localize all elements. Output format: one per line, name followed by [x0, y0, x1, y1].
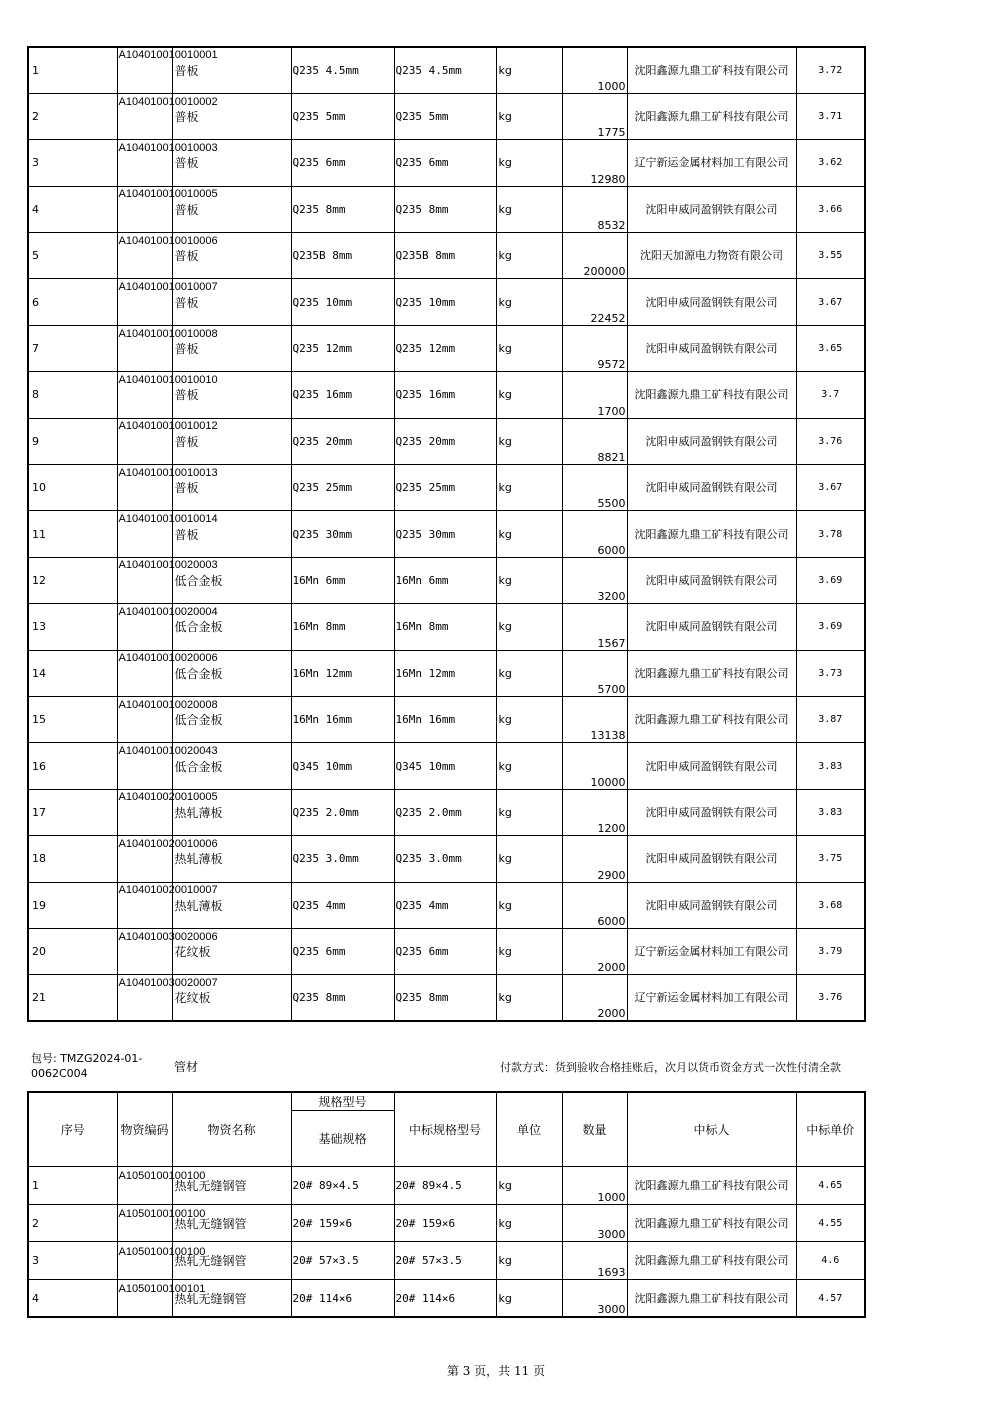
- table-row: [28, 696, 865, 742]
- quantity: 1775: [562, 93, 627, 139]
- table-row: [28, 836, 865, 882]
- bid-spec: Q235 16mm: [394, 372, 496, 418]
- bid-spec: Q235 8mm: [394, 975, 496, 1021]
- page-footer: 第 3 页，共 11 页: [446, 1364, 546, 1378]
- quantity: 3200: [562, 557, 627, 603]
- winning-bidder: 沈阳申威同盈钢铁有限公司: [627, 557, 796, 603]
- material-code-text: A1050100100101: [118, 1283, 206, 1296]
- material-name: 普板: [172, 140, 291, 186]
- winning-bidder: 辽宁新运金属材料加工有限公司: [627, 140, 796, 186]
- bid-spec: Q235 6mm: [394, 140, 496, 186]
- unit: kg: [496, 696, 562, 742]
- material-name: 低合金板: [172, 743, 291, 789]
- winning-bidder: 沈阳申威同盈钢铁有限公司: [627, 604, 796, 650]
- material-code-text: A1050100100100: [118, 1208, 206, 1221]
- winning-bidder: 沈阳申威同盈钢铁有限公司: [627, 186, 796, 232]
- unit: kg: [496, 928, 562, 974]
- base-spec: Q345 10mm: [291, 743, 394, 789]
- base-spec: Q235 10mm: [291, 279, 394, 325]
- material-name: 热轧薄板: [172, 836, 291, 882]
- award-table-pipes: [27, 1091, 866, 1318]
- material-name: 普板: [172, 418, 291, 464]
- bid-spec: Q235 30mm: [394, 511, 496, 557]
- bid-spec: 20# 89×4.5: [394, 1167, 496, 1205]
- base-spec: 20# 114×6: [291, 1280, 394, 1318]
- table-row: [28, 1242, 865, 1280]
- material-code-text: A104010030020007: [118, 976, 218, 989]
- material-name: 热轧无缝钢管: [172, 1204, 291, 1242]
- unit: kg: [496, 233, 562, 279]
- winning-bidder: 辽宁新运金属材料加工有限公司: [627, 975, 796, 1021]
- material-code-text: A104010010010003: [118, 141, 218, 154]
- winning-bidder: 沈阳申威同盈钢铁有限公司: [627, 418, 796, 464]
- unit-price: 3.67: [796, 465, 865, 511]
- bid-spec: Q235 25mm: [394, 465, 496, 511]
- unit: kg: [496, 186, 562, 232]
- unit-price: 4.6: [796, 1242, 865, 1280]
- winning-bidder: 沈阳鑫源九鼎工矿科技有限公司: [627, 372, 796, 418]
- material-name: 花纹板: [172, 975, 291, 1021]
- material-name: 普板: [172, 511, 291, 557]
- quantity: 8821: [562, 418, 627, 464]
- unit-price: 4.55: [796, 1204, 865, 1242]
- table-row: [28, 604, 865, 650]
- header-winner: 中标人: [627, 1092, 796, 1167]
- base-spec: Q235 2.0mm: [291, 789, 394, 835]
- winning-bidder: 沈阳鑫源九鼎工矿科技有限公司: [627, 93, 796, 139]
- header-no: 序号: [28, 1092, 117, 1167]
- bid-spec: Q235 5mm: [394, 93, 496, 139]
- header-price: 中标单价: [796, 1092, 865, 1167]
- unit: kg: [496, 836, 562, 882]
- unit: kg: [496, 743, 562, 789]
- base-spec: Q235 16mm: [291, 372, 394, 418]
- winning-bidder: 沈阳天加源电力物资有限公司: [627, 233, 796, 279]
- unit: kg: [496, 1167, 562, 1205]
- material-code-text: A104010030020006: [118, 930, 218, 943]
- package-number: 包号: TMZG2024-01-0062C004: [31, 1052, 143, 1080]
- unit-price: 4.65: [796, 1167, 865, 1205]
- unit: kg: [496, 140, 562, 186]
- bid-spec: Q235 12mm: [394, 325, 496, 371]
- unit: kg: [496, 418, 562, 464]
- table-row: [28, 650, 865, 696]
- table-row: [28, 882, 865, 928]
- quantity: 5500: [562, 465, 627, 511]
- table-row: [28, 465, 865, 511]
- unit: kg: [496, 325, 562, 371]
- base-spec: Q235 3.0mm: [291, 836, 394, 882]
- unit-price: 3.79: [796, 928, 865, 974]
- material-code-text: A104010020010005: [118, 791, 218, 804]
- row-number: 20: [28, 928, 117, 974]
- winning-bidder: 沈阳申威同盈钢铁有限公司: [627, 325, 796, 371]
- material-name: 普板: [172, 465, 291, 511]
- material-code-text: A104010010010014: [118, 513, 218, 526]
- base-spec: Q235 8mm: [291, 975, 394, 1021]
- table-row: [28, 279, 865, 325]
- winning-bidder: 沈阳鑫源九鼎工矿科技有限公司: [627, 650, 796, 696]
- bid-spec: 16Mn 12mm: [394, 650, 496, 696]
- material-code: [117, 1167, 206, 1205]
- row-number: 7: [28, 325, 117, 371]
- bid-spec: Q235 10mm: [394, 279, 496, 325]
- table-row: [28, 233, 865, 279]
- quantity: 5700: [562, 650, 627, 696]
- unit: kg: [496, 372, 562, 418]
- unit: kg: [496, 975, 562, 1021]
- base-spec: 20# 89×4.5: [291, 1167, 394, 1205]
- material-code-text: A104010010010013: [118, 466, 218, 479]
- table-row: [28, 1167, 865, 1205]
- bid-spec: 20# 57×3.5: [394, 1242, 496, 1280]
- unit: kg: [496, 47, 562, 93]
- base-spec: Q235B 8mm: [291, 233, 394, 279]
- material-code-text: A104010020010006: [118, 837, 218, 850]
- material-name: 热轧无缝钢管: [172, 1167, 291, 1205]
- base-spec: Q235 6mm: [291, 140, 394, 186]
- unit-price: 3.65: [796, 325, 865, 371]
- header-bid-spec: 中标规格型号: [394, 1092, 496, 1167]
- bid-spec: Q235 4mm: [394, 882, 496, 928]
- unit-price: 3.78: [796, 511, 865, 557]
- base-spec: 16Mn 8mm: [291, 604, 394, 650]
- base-spec: Q235 4mm: [291, 882, 394, 928]
- bid-spec: Q235 6mm: [394, 928, 496, 974]
- row-number: 1: [28, 1167, 117, 1205]
- header-spec-group: 规格型号: [291, 1092, 394, 1111]
- material-code-text: A104010010020006: [118, 652, 218, 665]
- unit-price: 3.75: [796, 836, 865, 882]
- material-code-text: A104010010020008: [118, 698, 218, 711]
- unit: kg: [496, 604, 562, 650]
- row-number: 11: [28, 511, 117, 557]
- winning-bidder: 辽宁新运金属材料加工有限公司: [627, 928, 796, 974]
- base-spec: Q235 12mm: [291, 325, 394, 371]
- base-spec: 16Mn 12mm: [291, 650, 394, 696]
- material-code-text: A1050100100100: [118, 1170, 206, 1183]
- quantity: 22452: [562, 279, 627, 325]
- winning-bidder: 沈阳鑫源九鼎工矿科技有限公司: [627, 511, 796, 557]
- bid-spec: Q235 4.5mm: [394, 47, 496, 93]
- header-code: 物资编码: [117, 1092, 172, 1167]
- quantity: 2900: [562, 836, 627, 882]
- row-number: 18: [28, 836, 117, 882]
- unit-price: 3.83: [796, 743, 865, 789]
- row-number: 15: [28, 696, 117, 742]
- quantity: 6000: [562, 511, 627, 557]
- table-row: [28, 372, 865, 418]
- table-row: [28, 1204, 865, 1242]
- material-code-text: A104010010010006: [118, 234, 218, 247]
- winning-bidder: 沈阳申威同盈钢铁有限公司: [627, 882, 796, 928]
- table-row: [28, 47, 865, 93]
- base-spec: Q235 4.5mm: [291, 47, 394, 93]
- winning-bidder: 沈阳申威同盈钢铁有限公司: [627, 465, 796, 511]
- unit: kg: [496, 557, 562, 603]
- material-code-text: A104010010020004: [118, 605, 218, 618]
- row-number: 9: [28, 418, 117, 464]
- table-row: [28, 743, 865, 789]
- quantity: 3000: [562, 1204, 627, 1242]
- quantity: 3000: [562, 1280, 627, 1318]
- table-row: [28, 975, 865, 1021]
- material-name: 普板: [172, 186, 291, 232]
- base-spec: Q235 8mm: [291, 186, 394, 232]
- material-name: 普板: [172, 233, 291, 279]
- unit-price: 3.76: [796, 975, 865, 1021]
- table-row: [28, 325, 865, 371]
- table-row: [28, 93, 865, 139]
- row-number: 16: [28, 743, 117, 789]
- bid-spec: Q235 2.0mm: [394, 789, 496, 835]
- row-number: 4: [28, 1280, 117, 1318]
- row-number: 1: [28, 47, 117, 93]
- unit: kg: [496, 882, 562, 928]
- material-code-text: A104010010010010: [118, 373, 218, 386]
- unit-price: 3.87: [796, 696, 865, 742]
- material-code: [117, 1280, 206, 1318]
- bid-spec: Q235B 8mm: [394, 233, 496, 279]
- material-code-text: A104010010010005: [118, 188, 218, 201]
- unit-price: 3.55: [796, 233, 865, 279]
- base-spec: Q235 20mm: [291, 418, 394, 464]
- row-number: 3: [28, 140, 117, 186]
- quantity: 1700: [562, 372, 627, 418]
- material-name: 低合金板: [172, 650, 291, 696]
- unit: kg: [496, 465, 562, 511]
- package-category: 管材: [174, 1060, 199, 1074]
- material-name: 普板: [172, 372, 291, 418]
- row-number: 2: [28, 1204, 117, 1242]
- quantity: 9572: [562, 325, 627, 371]
- table-row: [28, 1280, 865, 1318]
- bid-spec: 16Mn 16mm: [394, 696, 496, 742]
- payment-terms: 付款方式：货到验收合格挂账后，次月以货币资金方式一次性付清全款: [500, 1061, 841, 1074]
- material-code: [117, 1204, 206, 1242]
- unit-price: 3.69: [796, 604, 865, 650]
- material-name: 热轧薄板: [172, 882, 291, 928]
- material-name: 热轧无缝钢管: [172, 1280, 291, 1318]
- material-code: [117, 1242, 206, 1280]
- winning-bidder: 沈阳申威同盈钢铁有限公司: [627, 789, 796, 835]
- unit-price: 3.67: [796, 279, 865, 325]
- unit: kg: [496, 1204, 562, 1242]
- material-name: 低合金板: [172, 604, 291, 650]
- base-spec: Q235 25mm: [291, 465, 394, 511]
- row-number: 21: [28, 975, 117, 1021]
- award-table-plates: [27, 46, 866, 1022]
- unit-price: 3.76: [796, 418, 865, 464]
- winning-bidder: 沈阳鑫源九鼎工矿科技有限公司: [627, 47, 796, 93]
- row-number: 3: [28, 1242, 117, 1280]
- row-number: 13: [28, 604, 117, 650]
- row-number: 19: [28, 882, 117, 928]
- winning-bidder: 沈阳申威同盈钢铁有限公司: [627, 836, 796, 882]
- unit-price: 3.68: [796, 882, 865, 928]
- table-row: [28, 928, 865, 974]
- unit: kg: [496, 511, 562, 557]
- unit: kg: [496, 789, 562, 835]
- quantity: 2000: [562, 928, 627, 974]
- material-name: 花纹板: [172, 928, 291, 974]
- row-number: 14: [28, 650, 117, 696]
- quantity: 1567: [562, 604, 627, 650]
- winning-bidder: 沈阳鑫源九鼎工矿科技有限公司: [627, 1204, 796, 1242]
- winning-bidder: 沈阳鑫源九鼎工矿科技有限公司: [627, 696, 796, 742]
- material-name: 普板: [172, 325, 291, 371]
- unit-price: 3.69: [796, 557, 865, 603]
- quantity: 13138: [562, 696, 627, 742]
- bid-spec: 20# 114×6: [394, 1280, 496, 1318]
- table-row: [28, 140, 865, 186]
- unit-price: 4.57: [796, 1280, 865, 1318]
- winning-bidder: 沈阳鑫源九鼎工矿科技有限公司: [627, 1242, 796, 1280]
- row-number: 2: [28, 93, 117, 139]
- material-code-text: A1050100100100: [118, 1245, 206, 1258]
- bid-spec: 16Mn 8mm: [394, 604, 496, 650]
- material-code-text: A104010010020043: [118, 745, 218, 758]
- bid-spec: Q345 10mm: [394, 743, 496, 789]
- row-number: 12: [28, 557, 117, 603]
- unit-price: 3.72: [796, 47, 865, 93]
- base-spec: 20# 57×3.5: [291, 1242, 394, 1280]
- material-name: 普板: [172, 47, 291, 93]
- header-base-spec: 基础规格: [291, 1111, 394, 1167]
- material-code-text: A104010010010008: [118, 327, 218, 340]
- unit: kg: [496, 93, 562, 139]
- bid-spec: Q235 20mm: [394, 418, 496, 464]
- table-row: [28, 557, 865, 603]
- quantity: 1693: [562, 1242, 627, 1280]
- unit-price: 3.83: [796, 789, 865, 835]
- unit-price: 3.66: [796, 186, 865, 232]
- bid-spec: Q235 8mm: [394, 186, 496, 232]
- base-spec: 20# 159×6: [291, 1204, 394, 1242]
- header-qty: 数量: [562, 1092, 627, 1167]
- winning-bidder: 沈阳申威同盈钢铁有限公司: [627, 743, 796, 789]
- unit-price: 3.73: [796, 650, 865, 696]
- base-spec: 16Mn 6mm: [291, 557, 394, 603]
- quantity: 1000: [562, 1167, 627, 1205]
- unit-price: 3.7: [796, 372, 865, 418]
- row-number: 6: [28, 279, 117, 325]
- table-row: [28, 418, 865, 464]
- unit-price: 3.71: [796, 93, 865, 139]
- quantity: 1000: [562, 47, 627, 93]
- unit: kg: [496, 650, 562, 696]
- material-code-text: A104010010020003: [118, 559, 218, 572]
- material-name: 低合金板: [172, 557, 291, 603]
- material-code-text: A104010010010007: [118, 281, 218, 294]
- bid-spec: 20# 159×6: [394, 1204, 496, 1242]
- winning-bidder: 沈阳鑫源九鼎工矿科技有限公司: [627, 1280, 796, 1318]
- table-row: [28, 789, 865, 835]
- material-name: 普板: [172, 93, 291, 139]
- table-row: [28, 186, 865, 232]
- quantity: 200000: [562, 233, 627, 279]
- row-number: 17: [28, 789, 117, 835]
- quantity: 1200: [562, 789, 627, 835]
- material-name: 低合金板: [172, 696, 291, 742]
- quantity: 2000: [562, 975, 627, 1021]
- winning-bidder: 沈阳申威同盈钢铁有限公司: [627, 279, 796, 325]
- base-spec: 16Mn 16mm: [291, 696, 394, 742]
- row-number: 8: [28, 372, 117, 418]
- unit: kg: [496, 279, 562, 325]
- unit-price: 3.62: [796, 140, 865, 186]
- base-spec: Q235 30mm: [291, 511, 394, 557]
- material-code-text: A104010010010002: [118, 95, 218, 108]
- table-row: [28, 511, 865, 557]
- material-code-text: A104010020010007: [118, 884, 218, 897]
- unit: kg: [496, 1242, 562, 1280]
- material-name: 热轧薄板: [172, 789, 291, 835]
- bid-spec: Q235 3.0mm: [394, 836, 496, 882]
- quantity: 10000: [562, 743, 627, 789]
- quantity: 12980: [562, 140, 627, 186]
- quantity: 8532: [562, 186, 627, 232]
- material-code-text: A104010010010012: [118, 420, 218, 433]
- header-name: 物资名称: [172, 1092, 291, 1167]
- row-number: 4: [28, 186, 117, 232]
- row-number: 10: [28, 465, 117, 511]
- base-spec: Q235 6mm: [291, 928, 394, 974]
- quantity: 6000: [562, 882, 627, 928]
- base-spec: Q235 5mm: [291, 93, 394, 139]
- header-unit: 单位: [496, 1092, 562, 1167]
- material-name: 热轧无缝钢管: [172, 1242, 291, 1280]
- winning-bidder: 沈阳鑫源九鼎工矿科技有限公司: [627, 1167, 796, 1205]
- bid-spec: 16Mn 6mm: [394, 557, 496, 603]
- unit: kg: [496, 1280, 562, 1318]
- material-code-text: A104010010010001: [118, 49, 218, 62]
- material-name: 普板: [172, 279, 291, 325]
- row-number: 5: [28, 233, 117, 279]
